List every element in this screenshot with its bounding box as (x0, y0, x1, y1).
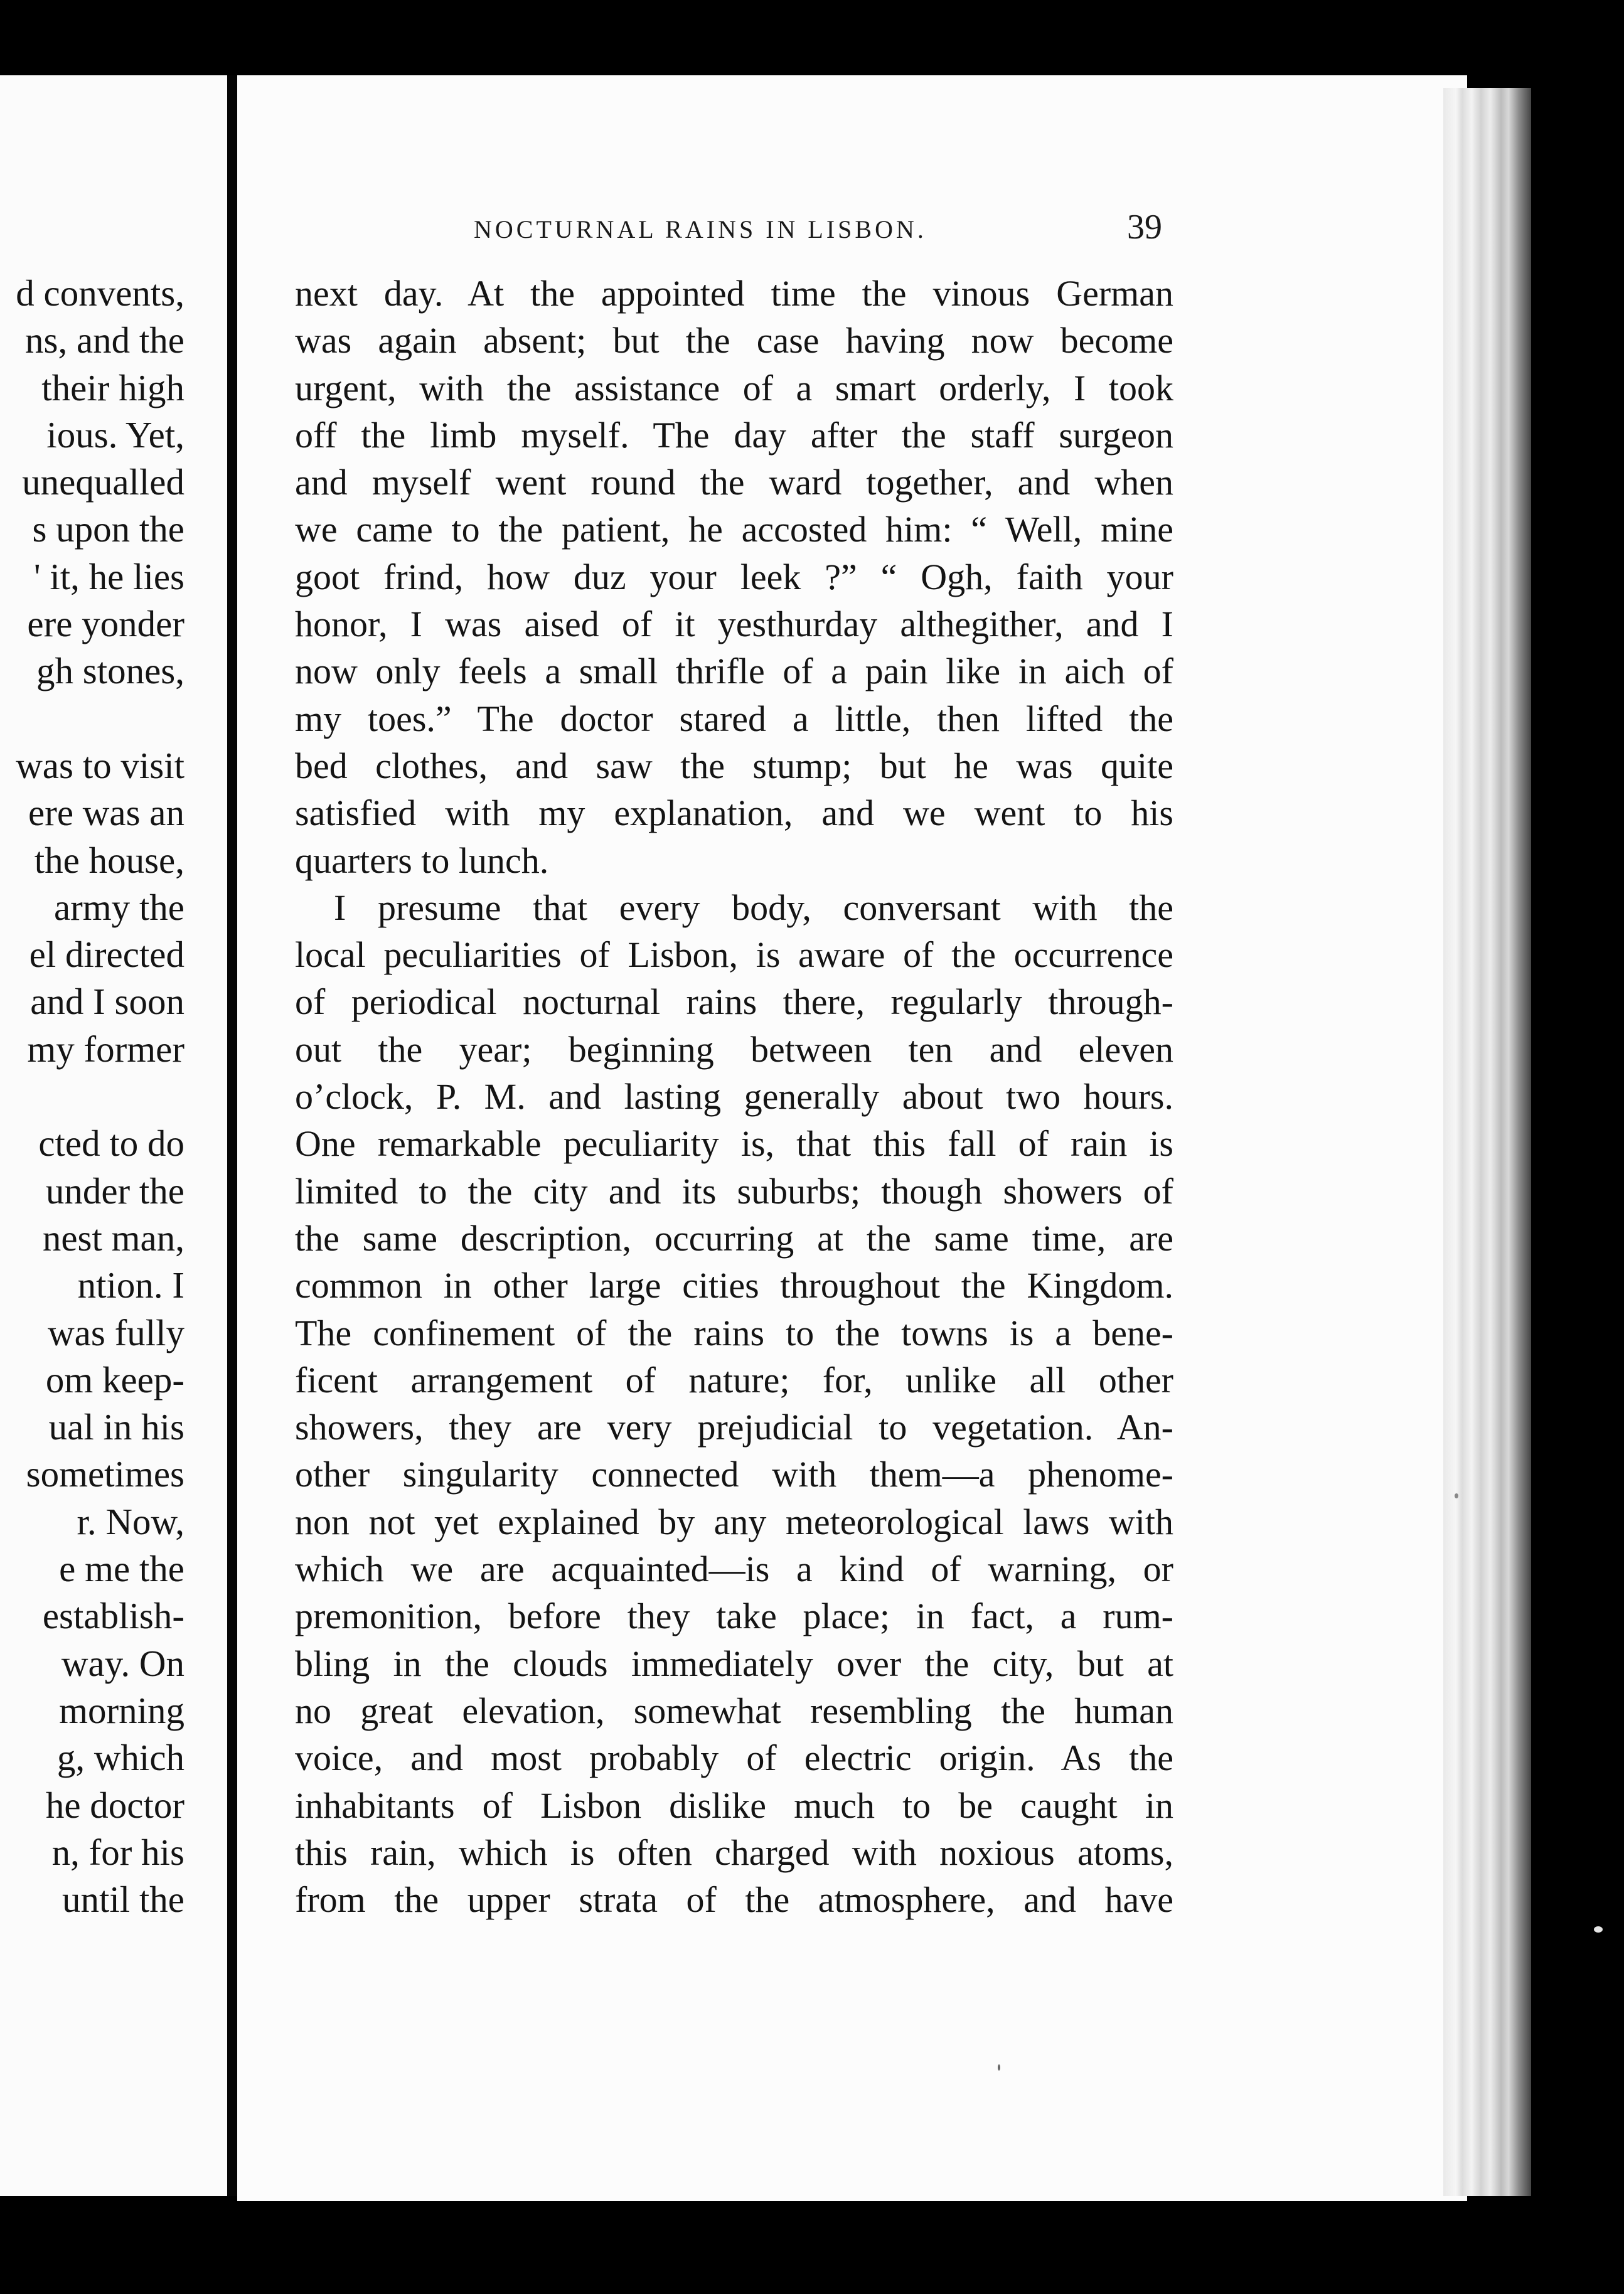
left-page (0, 75, 227, 2196)
text-line: was again absent; but the case having now become (295, 320, 1173, 361)
page-number: 39 (1127, 208, 1162, 247)
left-page-line: was fully (48, 1311, 184, 1353)
text-line: I presume that every body, conversant with the (334, 887, 1173, 928)
left-page-line: until the (61, 1879, 184, 1921)
left-page-line: he doctor (45, 1784, 184, 1826)
text-line: One remarkable peculiarity is, that this fall of rain is (295, 1123, 1173, 1165)
text-line: premonition, before they take place; in fact, a rum- (295, 1596, 1173, 1637)
left-page-line: ious. Yet, (46, 413, 184, 456)
text-line: satisfied with my explanation, and we went to his (295, 792, 1173, 834)
left-page-line: and I soon (30, 981, 184, 1023)
text-line: inhabitants of Lisbon dislike much to be caught in (295, 1785, 1173, 1826)
dust-speck (998, 2064, 1000, 2071)
text-line: out the year; beginning between ten and eleven (295, 1028, 1173, 1070)
text-line: o’clock, P. M. and lasting generally about two hours. (295, 1076, 1173, 1118)
text-line: no great elevation, somewhat resembling the human (295, 1690, 1173, 1731)
text-line: bling in the clouds immediately over the city, but at (295, 1643, 1173, 1684)
page-body-text (295, 270, 1173, 1923)
left-page-line: sometimes (26, 1453, 184, 1495)
left-page-line: way. On (61, 1642, 184, 1684)
page-gutter (227, 75, 237, 2196)
left-page-line: ntion. I (77, 1264, 184, 1306)
text-line: showers, they are very prejudicial to vegetation. An- (295, 1407, 1173, 1448)
left-page-line: establish- (42, 1595, 184, 1637)
left-page-line: el directed (29, 934, 184, 976)
text-line: bed clothes, and saw the stump; but he was quite (295, 745, 1173, 786)
text-line: local peculiarities of Lisbon, is aware of the occurrence (295, 934, 1173, 976)
left-page-line: ual in his (48, 1406, 184, 1448)
left-page-line: army the (53, 886, 184, 928)
left-page-line: g, which (56, 1737, 184, 1779)
left-page-line: morning (59, 1689, 184, 1731)
text-line: non not yet explained by any meteorological laws with (295, 1501, 1173, 1542)
text-line: voice, and most probably of electric origin. As the (295, 1737, 1173, 1779)
text-line: we came to the patient, he accosted him: “ Well, mine (295, 509, 1173, 550)
text-line: goot frind, how duz your leek ?” “ Ogh, faith your (295, 556, 1173, 597)
left-page-line: om keep- (45, 1358, 184, 1400)
text-line: ficent arrangement of nature; for, unlike all other (295, 1359, 1173, 1400)
left-page-line: s upon the (32, 508, 184, 550)
left-page-line (0, 695, 184, 742)
text-line: limited to the city and its suburbs; though showers of (295, 1170, 1173, 1212)
text-line: and myself went round the ward together, and when (295, 462, 1173, 503)
left-page-line: unequalled (22, 461, 184, 503)
text-line: from the upper strata of the atmosphere, and have (295, 1879, 1173, 1921)
text-line: my toes.” The doctor stared a little, then lifted the (295, 698, 1173, 739)
left-page-line: nest man, (42, 1217, 184, 1259)
paragraph (295, 884, 1173, 1924)
text-line: The confinement of the rains to the towns is a bene- (295, 1312, 1173, 1353)
left-page-line (0, 1073, 184, 1120)
left-page-text (0, 270, 184, 1923)
dust-speck (1455, 1493, 1458, 1498)
left-page-line: d convents, (16, 272, 184, 314)
text-line: other singularity connected with them—a phenome- (295, 1454, 1173, 1495)
text-line: now only feels a small thrifle of a pain like in aich of (295, 651, 1173, 692)
text-line: this rain, which is often charged with noxious atoms, (295, 1832, 1173, 1873)
text-line: next day. At the appointed time the vinous German (295, 273, 1173, 314)
left-page-line: r. Now, (77, 1500, 184, 1542)
left-page-line: my former (27, 1028, 184, 1070)
left-page-line: gh stones, (36, 650, 184, 692)
left-page-line: cted to do (38, 1123, 184, 1165)
left-page-line: ere was an (28, 792, 184, 834)
page-block-edges (1443, 88, 1531, 2196)
left-page-line: was to visit (16, 744, 184, 786)
left-page-line: the house, (34, 839, 184, 881)
text-line: urgent, with the assistance of a smart orderly, I took (295, 367, 1173, 408)
text-line: of periodical nocturnal rains there, regularly through- (295, 981, 1173, 1023)
left-page-line: ns, and the (25, 319, 184, 361)
text-line: the same description, occurring at the same time, are (295, 1217, 1173, 1259)
left-page-line: under the (45, 1170, 184, 1212)
left-page-line: e me the (59, 1548, 184, 1590)
left-page-line: their high (41, 366, 184, 408)
paragraph (295, 270, 1173, 884)
dust-speck (1594, 1926, 1603, 1933)
text-line: which we are acquainted—is a kind of warning, or (295, 1549, 1173, 1590)
left-page-line: ' it, he lies (33, 555, 184, 597)
left-page-line: n, for his (51, 1831, 184, 1873)
text-line: quarters to lunch. (295, 840, 549, 881)
text-line: off the limb myself. The day after the staff surgeon (295, 414, 1173, 456)
left-page-line: ere yonder (27, 603, 184, 645)
text-line: honor, I was aised of it yesthurday althegither, and I (295, 604, 1173, 645)
text-line: common in other large cities throughout the Kingdom. (295, 1265, 1173, 1306)
running-head: NOCTURNAL RAINS IN LISBON. (474, 215, 927, 243)
